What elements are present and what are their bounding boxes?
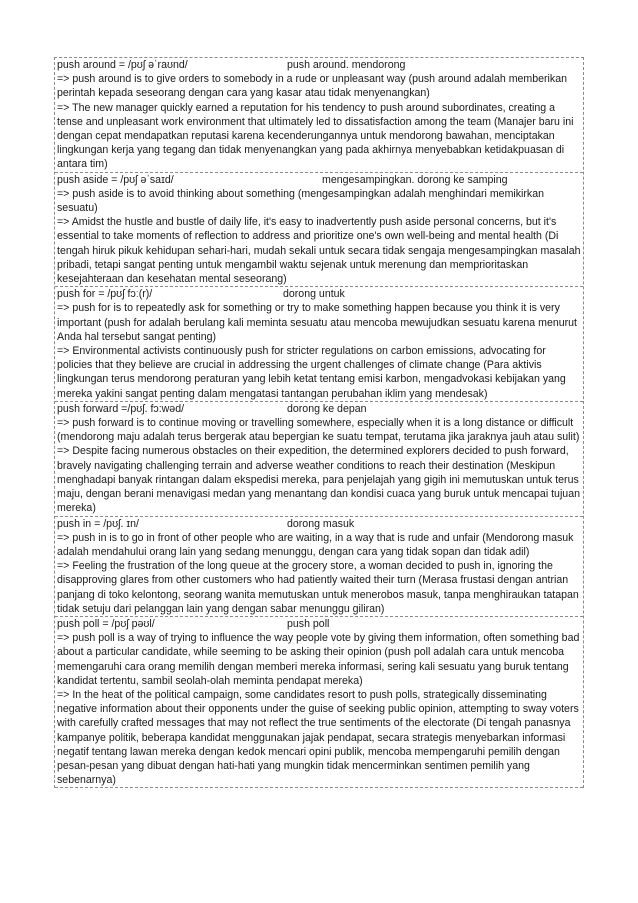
entry-definition: => push for is to repeatedly ask for something or try to make something happen because you think it is very important (push for adalah berulang kali meminta sesuatu atau mencoba mewujudkan sesuatu karena menurut Anda hal tersebut sangat penting) [57,302,577,343]
entry-row [55,287,583,402]
entry-term: push for = /pʊʃ fɔː(r)/ [57,288,153,301]
entry-definition: => push poll is a way of trying to influence the way people vote by giving them information, often something bad about a particular candidate, while seeming to be asking their opinion (push poll adalah cara untuk mencoba memengaruhi cara orang memilih dengan memberi mereka informasi, sering kali sesuatu yang buruk tentang kandidat tertentu, sambil seolah-olah meminta pendapat mereka) [57,632,580,687]
entry-definition: => push around is to give orders to somebody in a rude or unpleasant way (push around adalah memberikan perintah kepada seseorang dengan cara yang kasar atau tidak menyenangkan) [57,73,567,100]
entry-example: => In the heat of the political campaign, some candidates resort to push polls, strategically disseminating negative information about their opponents under the guise of seeking public opinion, attempting to sway voters with carefully crafted messages that may not reflect the true sentiments of the electorate (Di tengah panasnya kampanye politik, beberapa kandidat menggunakan jajak pendapat, secara strategis menyebarkan informasi negatif tentang lawan mereka dengan kedok mencari opini publik, mencoba mempengaruhi pemilih dengan pesan-pesan yang dibuat dengan hati-hati yang mungkin tidak mencerminkan sentimen pemilih yang sebenarnya) [57,688,579,787]
entry-term: push poll = /pʊʃ pəʊl/ [57,617,155,630]
entry-meaning: dorong untuk [283,288,345,301]
entry-header [57,287,581,301]
entry-row [55,173,583,288]
entry-example: => Despite facing numerous obstacles on their expedition, the determined explorers decided to push forward, bravely navigating challenging terrain and adverse weather conditions to reach their destination (Meskipun menghadapi banyak rintangan dalam ekspedisi mereka, para penjelajah yang gigih ini memutuskan untuk terus maju, dengan berani menavigasi medan yang menantang dan kondisi cuaca yang buruk untuk mencapai tujuan mereka) [57,445,580,515]
entry-definition: => push aside is to avoid thinking about something (mengesampingkan adalah menghindari memikirkan sesuatu) [57,187,545,215]
entry-header [57,517,581,531]
entry-definition: => push forward is to continue moving or travelling somewhere, especially when it is a long distance or difficult (mendorong maju adalah terus bergerak atau bepergian ke suatu tempat, terutama jika jaraknya jauh atau sulit) [57,417,580,444]
entry-meaning: dorong ke depan [287,402,367,415]
entry-meaning: mengesampingkan. dorong ke samping [322,173,508,186]
entry-example: => Amidst the hustle and bustle of daily life, it's easy to inadvertently push aside personal concerns, but it's essential to take moments of reflection to address and prioritize one's own well-being and mental health (Di tengah hiruk pikuk kehidupan sehari-hari, mudah sekali untuk secara tidak sengaja mengesampingkan masalah pribadi, tetapi sangat penting untuk mengambil waktu sejenak untuk merenung dan memprioritaskan kesejahteraan dan kesehatan mental seseorang) [57,216,581,286]
entry-header [57,402,581,416]
phrasal-verb-table [54,57,584,788]
entry-term: push around = /pʊʃ əˈraʊnd/ [57,59,188,71]
entry-example: => Feeling the frustration of the long queue at the grocery store, a woman decided to push in, ignoring the disapproving glares from other customers who had patiently waited their turn (Merasa frustasi dengan antrian panjang di toko kelontong, seorang wanita memutuskan untuk menerobos masuk, tanpa menghiraukan tatapan tidak setuju dari pelanggan lain yang dengan sabar menunggu giliran) [57,560,579,615]
entry-header [57,58,581,72]
entry-meaning: push poll [287,617,330,630]
entry-row [55,617,583,788]
entry-meaning: push around. mendorong [287,59,406,71]
entry-row [55,402,583,517]
entry-row [55,58,583,173]
entry-meaning: dorong masuk [287,517,355,530]
entry-term: push in = /pʊʃ. ɪn/ [57,517,139,530]
entry-term: push aside = /pʊʃ əˈsaɪd/ [57,173,174,186]
entry-header [57,173,581,187]
entry-row [55,517,583,617]
entry-term: push forward =/pʊʃ. fɔ:wəd/ [57,402,185,415]
entry-example: => The new manager quickly earned a reputation for his tendency to push around subordinates, creating a tense and unpleasant work environment that ultimately led to dissatisfaction among the team (Manajer baru ini dengan cepat mendapatkan reputasi karena kecenderungannya untuk mendorong bawahan, menciptakan lingkungan kerja yang tegang dan tidak menyenangkan yang pada akhirnya menyebabkan ketidakpuasan di antara tim) [57,101,574,171]
entry-header [57,617,581,631]
entry-example: => Environmental activists continuously push for stricter regulations on carbon emissions, advocating for policies that they believe are crucial in addressing the urgent challenges of climate change (Para aktivis lingkungan terus mendorong peraturan yang lebih ketat tentang emisi karbon, mengadvokasi kebijakan yang mereka yakini sangat penting dalam mengatasi tantangan perubahan iklim yang mendesak) [57,345,566,400]
entry-definition: => push in is to go in front of other people who are waiting, in a way that is rude and unfair (Mendorong masuk adalah mendahului orang lain yang sedang menunggu, dengan cara yang tidak sopan dan tidak adil) [57,531,574,558]
